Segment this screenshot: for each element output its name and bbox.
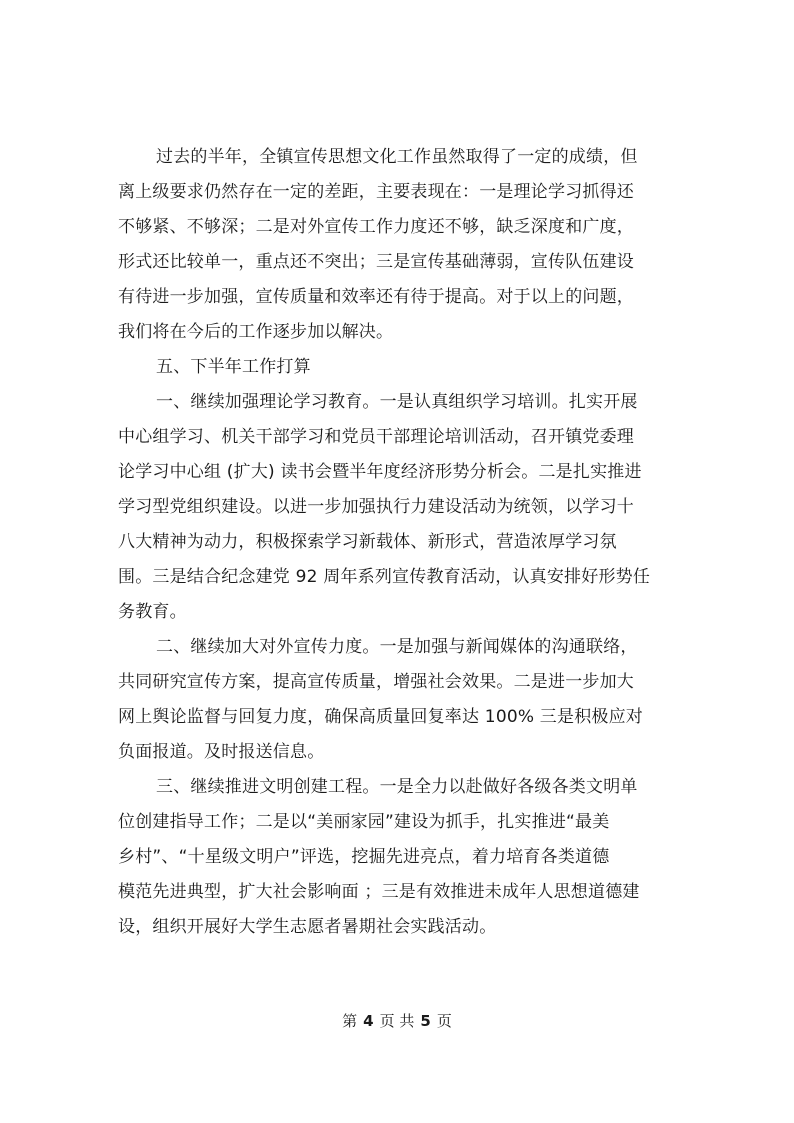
paragraph-line: 负面报道。及时报送信息。 — [118, 742, 325, 762]
paragraph-line: 务教育。 — [118, 602, 187, 622]
paragraph-line: 有待进一步加强，宣传质量和效率还有待于提高。对于以上的问题， — [118, 287, 634, 307]
paragraph-line: 二、继续加大对外宣传力度。一是加强与新闻媒体的沟通联络， — [156, 637, 638, 657]
footer-prefix: 第 — [342, 1012, 358, 1030]
paragraph-line: 八大精神为动力，积极探索学习新载体、新形式，营造浓厚学习氛 — [118, 532, 617, 552]
paragraph-line: 离上级要求仍然存在一定的差距，主要表现在：一是理论学习抓得还 — [118, 182, 634, 202]
paragraph-line: 三、继续推进文明创建工程。一是全力以赴做好各级各类文明单 — [156, 777, 638, 797]
paragraph-line: 围。三是结合纪念建党 92 周年系列宣传教育活动，认真安排好形势任 — [118, 567, 651, 587]
paragraph-line: 不够紧、不够深；二是对外宣传工作力度还不够，缺乏深度和广度， — [118, 217, 634, 237]
paragraph-line: 中心组学习、机关干部学习和党员干部理论培训活动，召开镇党委理 — [118, 427, 634, 447]
section-heading: 五、下半年工作打算 — [156, 357, 311, 377]
paragraph-line: 位创建指导工作；二是以“美丽家园”建设为抓手，扎实推进“最美 — [118, 812, 610, 832]
footer-suffix: 页 — [436, 1012, 452, 1030]
paragraph-line: 乡村”、“十星级文明户”评选，挖掘先进亮点，着力培育各类道德 — [118, 847, 610, 867]
paragraph-line: 我们将在今后的工作逐步加以解决。 — [118, 322, 394, 342]
paragraph-line: 学习型党组织建设。以进一步加强执行力建设活动为统领，以学习十 — [118, 497, 634, 517]
current-page-number: 4 — [363, 1012, 374, 1030]
paragraph-line: 过去的半年，全镇宣传思想文化工作虽然取得了一定的成绩，但 — [156, 147, 638, 167]
paragraph-line: 论学习中心组 (扩大) 读书会暨半年度经济形势分析会。二是扎实推进 — [118, 462, 642, 482]
paragraph-line: 模范先进典型，扩大社会影响面 ；三是有效推进未成年人思想道德建 — [118, 882, 640, 902]
paragraph-line: 网上舆论监督与回复力度，确保高质量回复率达 100% 三是积极应对 — [118, 707, 644, 727]
total-pages-number: 5 — [420, 1012, 431, 1030]
paragraph-line: 共同研究宣传方案，提高宣传质量，增强社会效果。二是进一步加大 — [118, 672, 634, 692]
paragraph-line: 形式还比较单一，重点还不突出；三是宣传基础薄弱，宣传队伍建设 — [118, 252, 634, 272]
page-footer — [0, 1011, 794, 1031]
paragraph-line: 一、继续加强理论学习教育。一是认真组织学习培训。扎实开展 — [156, 392, 638, 412]
paragraph-line: 设，组织开展好大学生志愿者暑期社会实践活动。 — [118, 917, 497, 937]
footer-middle: 页 共 — [379, 1012, 415, 1030]
